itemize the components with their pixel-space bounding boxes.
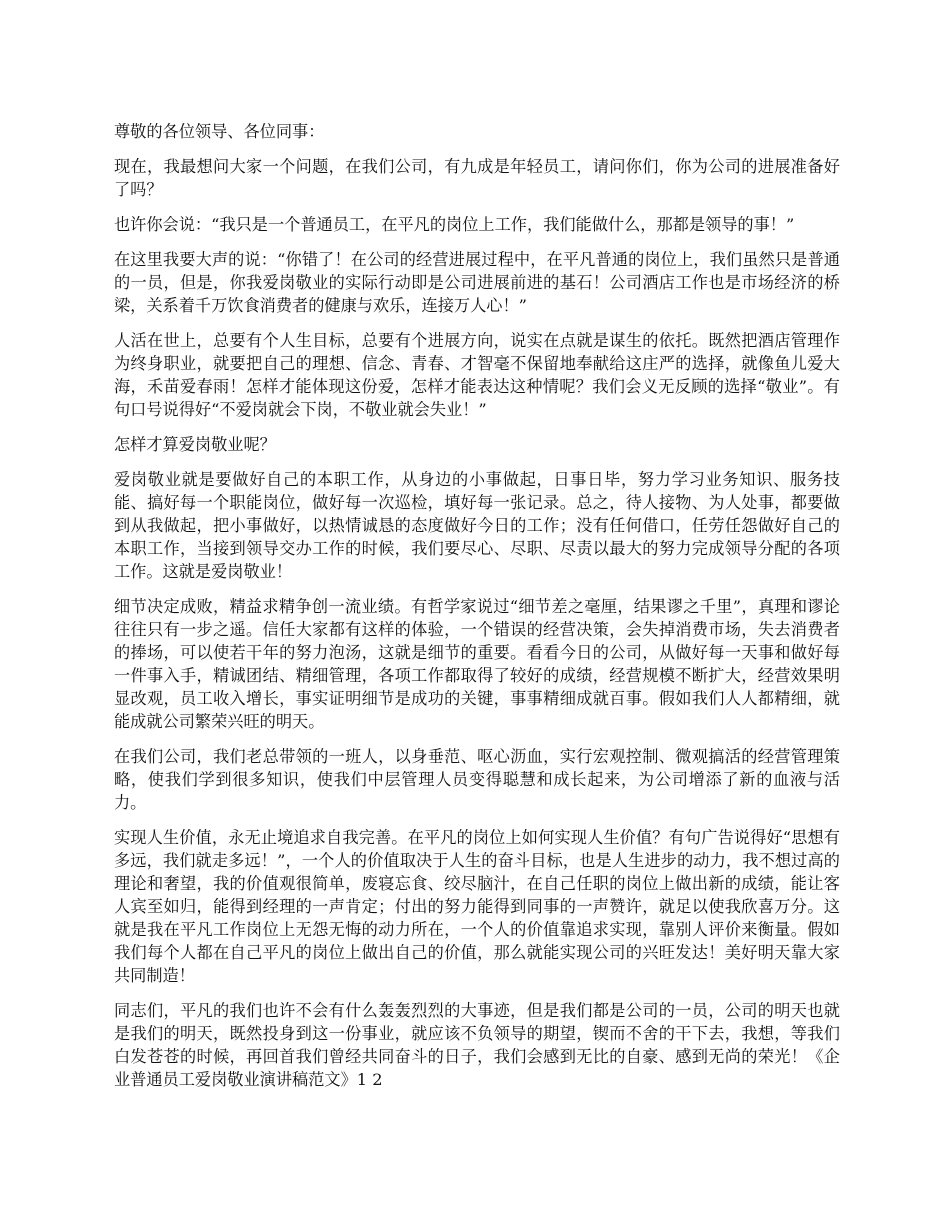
paragraph: 实现人生价值，永无止境追求自我完善。在平凡的岗位上如何实现人生价值？有句广告说得好“思想有多远，我们就走多远！”，一个人的价值取决于人生的奋斗目标，也是人生进步的动力，我不想过高的理论和奢望，我的价值观很简单，废寝忘食、绞尽脑汁，在自己任职的岗位上做出新的成绩，能让客人宾至如归，能得到经理的一声肯定；付出的努力能得到同事的一声赞许，就足以使我欣喜万分。这就是我在平凡工作岗位上无怨无悔的动力所在，一个人的价值靠追求实现，靠别人评价来衡量。假如我们每个人都在自己平凡的岗位上做出自己的价值，那么就能实现公司的兴旺发达！美好明天靠大家共同制造！ (114, 828, 840, 985)
document-body (114, 120, 840, 1103)
paragraph: 也许你会说：“我只是一个普通员工，在平凡的岗位上工作，我们能做什么，那都是领导的事！” (114, 215, 795, 234)
paragraph-closing: 同志们，平凡的我们也许不会有什么轰轰烈烈的大事迹，但是我们都是公司的一员，公司的明天也就是我们的明天，既然投身到这一份事业，就应该不负领导的期望，锲而不舍的干下去，我想，等我们白发苍苍的时候，再回首我们曾经共同奋斗的日子，我们会感到无比的自豪、感到无尚的荣光！《企业普通员工爱岗敬业演讲稿范文》1 2 (114, 1001, 840, 1089)
paragraph: 爱岗敬业就是要做好自己的本职工作，从身边的小事做起，日事日毕，努力学习业务知识、服务技能、搞好每一个职能岗位，做好每一次巡检，填好每一张记录。总之，待人接物、为人处事，都要做到从我做起，把小事做好，以热情诚恳的态度做好今日的工作；没有任何借口，任劳任怨做好自己的本职工作，当接到领导交办工作的时候，我们要尽心、尽职、尽责以最大的努力完成领导分配的各项工作。这就是爱岗敬业！ (114, 470, 840, 581)
paragraph: 怎样才算爱岗敬业呢？ (114, 435, 276, 454)
paragraph: 人活在世上，总要有个人生目标，总要有个进展方向，说实在点就是谋生的依托。既然把酒店管理作为终身职业，就要把自己的理想、信念、青春、才智毫不保留地奉献给这庄严的选择，就像鱼儿爱大海，禾苗爱春雨！怎样才能体现这份爱，怎样才能表达这种情呢？我们会义无反顾的选择“敬业”。有句口号说得好“不爱岗就会下岗，不敬业就会失业！” (114, 331, 840, 419)
paragraph: 现在，我最想问大家一个问题，在我们公司，有九成是年轻员工，请问你们，你为公司的进展准备好了吗？ (114, 157, 840, 199)
paragraph: 在这里我要大声的说：“你错了！在公司的经营进展过程中，在平凡普通的岗位上，我们虽然只是普通的一员，但是，你我爱岗敬业的实际行动即是公司进展前进的基石！公司酒店工作也是市场经济的桥梁，关系着千万饮食消费者的健康与欢乐，连接万人心！” (114, 250, 840, 315)
paragraph: 在我们公司，我们老总带领的一班人，以身垂范、呕心沥血，实行宏观控制、微观搞活的经营管理策略，使我们学到很多知识，使我们中层管理人员变得聪慧和成长起来，为公司增添了新的血液与活力。 (114, 747, 840, 812)
paragraph: 细节决定成败，精益求精争创一流业绩。有哲学家说过“细节差之毫厘，结果谬之千里”，真理和谬论往往只有一步之遥。信任大家都有这样的体验，一个错误的经营决策，会失掉消费市场，失去消费者的捧场，可以使若干年的努力泡汤，这就是细节的重要。看看今日的公司，从做好每一天事和做好每一件事入手，精诚团结、精细管理，各项工作都取得了较好的成绩，经营规模不断扩大，经营效果明显改观，员工收入增长，事实证明细节是成功的关键，事事精细成就百事。假如我们人人都精细，就能成就公司繁荣兴旺的明天。 (114, 597, 840, 731)
paragraph-salutation: 尊敬的各位领导、各位同事： (114, 122, 325, 141)
